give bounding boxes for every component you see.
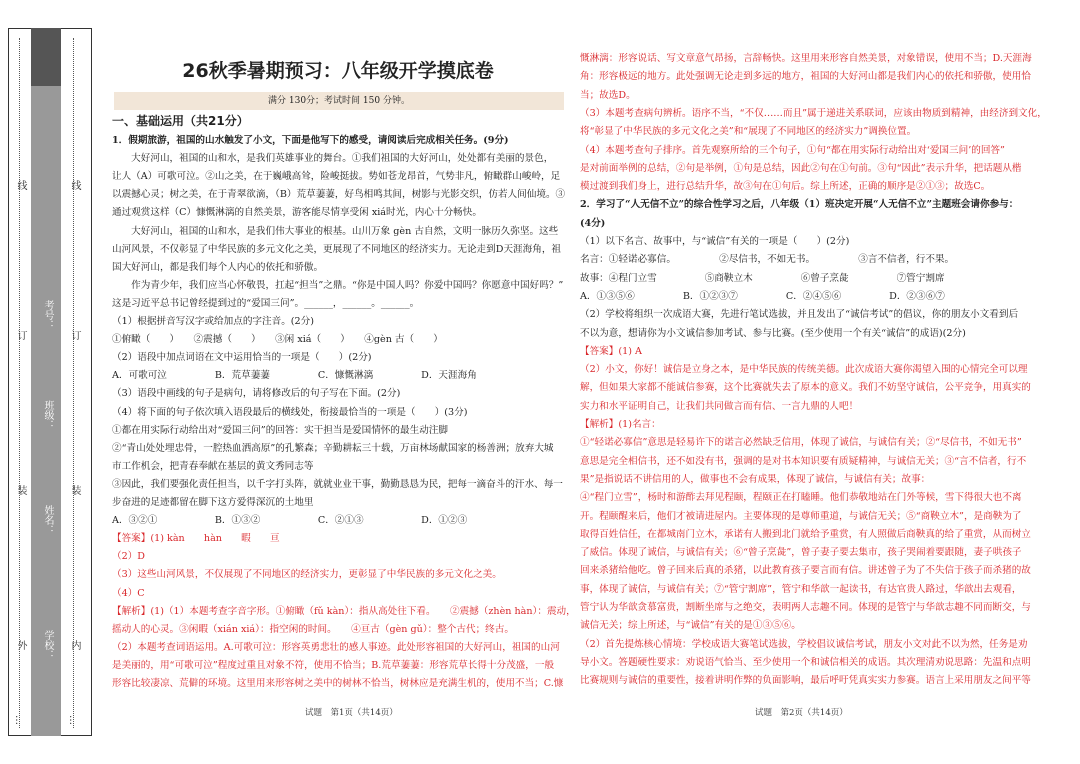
cut-line-inner — [73, 38, 74, 728]
text-line: 摇动人的心灵。③闲暇（xián xiá）：指空闲的时间。 ④亘古（gèn gǔ）：整个古代；终古。 — [112, 623, 514, 635]
mark-inner-ding: 订 — [69, 330, 80, 340]
mark-inner-nei: 内 — [69, 640, 80, 650]
text-line: （3）语段中画线的句子是病句，请将修改后的句子写在下面。(2分) — [112, 388, 401, 400]
text-line: ③因此，我们要强化责任担当，以千字打头阵，就就业业干事，勤勤恳恳为民，把每一滴奋斗的汗水、每一 — [112, 478, 563, 490]
text-line: 【答案】(1) kàn hàn 暇 亘 — [112, 533, 280, 545]
text-line: 将“彰显了中华民族的多元文化之美”和“展现了不同地区的经济实力”调换位置。 — [580, 126, 917, 138]
text-line: 不以为意，想请你为小文诚信参加考试、参与比赛。(至少使用一个有关“诚信”的成语)(2分) — [580, 327, 966, 339]
text-line: 山河风景，不仅彰显了中华民族的多元文化之美，更展现了不同地区的经济实力。无论走到D天涯海角，祖 — [112, 243, 562, 255]
text-line: 实力和水平证明自己，让我们共同做言而有信、一言九鼎的人吧！ — [580, 400, 859, 412]
text-line: 解，但如果大家都不能诚信参赛，这个比赛就失去了原本的意义。我们不妨坚守诚信，公平竞争，用真实的 — [580, 382, 1031, 394]
text-line: 形容比较凄凉、荒僻的环境。这里用来形容树之美中的树林不恰当，树林应是充满生机的，使用不当；C.慷 — [112, 678, 564, 689]
text-line: 模过渡到我们身上，进行总结升华，故③句在①句后。综上所述，正确的顺序是②①③；故选C。 — [580, 181, 991, 193]
label-class: 班级： — [42, 400, 53, 430]
text-line: （2）本题考查词语运用。A.可歌可泣：形容英勇悲壮的感人事迹。此处形容祖国的大好河山，祖国的山河 — [112, 641, 560, 653]
section-heading: 一、基础运用（共21分） — [112, 114, 249, 128]
text-line: ①“轻诺必寡信”意思是轻易许下的诺言必然缺乏信用，体现了诚信，与诚信有关；②“尽信书，不如无书” — [580, 437, 1022, 449]
text-line: 角：形容极远的地方。此处强调无论走到多远的地方，祖国的大好河山都是我们内心的依托和骄傲，使用恰 — [580, 71, 1031, 83]
mark-outer-zhuang: 装 — [15, 485, 26, 495]
text-line: 导小文。答题硬性要求：劝说语气恰当、至少使用一个和诚信相关的成语。其次理清劝说思路：先温和点明 — [580, 656, 1031, 668]
text-line: 是美丽的，用“可歌可泣”程度过重且对象不符，使用不恰当；B.荒草萋萋：形容荒草长得十分茂盛，一般 — [112, 659, 555, 671]
page-2-footer: 试题 第2页（共14页） — [755, 708, 848, 718]
text-line: （2）首先提炼核心情境：学校成语大赛笔试选拔，学校倡议诚信考试，朋友小文对此不以为然，任务是劝 — [580, 638, 1028, 650]
text-line: 当；故选D。 — [580, 89, 636, 101]
text-line: 管宁认为华歆贪慕富贵，割断坐席与之绝交，表明两人志趣不同。体现的是管宁与华歆志趣不同而断交，与 — [580, 602, 1031, 613]
binding-margin — [0, 0, 100, 764]
text-line: （1）以下名言、故事中，与“诚信”有关的一项是（ ）(2分) — [580, 236, 850, 247]
text-line: 大好河山，祖国的山和水，是我们伟大事业的根基。山川万象 gèn 古自然，文明一脉历久弥坚。这些 — [112, 225, 559, 237]
text-line: 名言：①轻诺必寡信。 ②尽信书，不如无书。 ③言不信者，行不果。 — [580, 254, 955, 266]
label-exam-number: 考号： — [42, 300, 53, 330]
text-line: 诚信无关；综上所述，与“诚信”有关的是①③⑤⑥。 — [580, 620, 801, 632]
mark-outer-ding: 订 — [15, 330, 26, 340]
text-line: （4）C — [112, 587, 145, 599]
text-line: 果”是指说话不讲信用的人，做事也不会有成果，体现了诚信，与诚信有关；故事： — [580, 473, 931, 485]
text-line: （2）小文，你好！诚信是立身之本，是中华民族的传统美德。此次成语大赛你渴望入围的心情完全可以理 — [580, 364, 1028, 376]
text-line: 通过观赏这样（C）慷慨淋漓的自然美景，游客能尽情享受闲 xiá时光，内心十分畅快。 — [112, 207, 482, 219]
cut-line-outer — [19, 38, 20, 728]
text-line: A．③②① B．①③② C．②①③ D．①②③ — [112, 515, 468, 527]
text-line: 事，体现了诚信，与诚信有关；⑦“管宁割席”，管宁和华歆一起读书，有达官贵人路过，华歆出去观看， — [580, 583, 1022, 595]
text-line: A．可歌可泣 B．荒草萋萋 C．慷慨淋漓 D．天涯海角 — [112, 370, 477, 382]
text-line: ④“程门立雪”，杨时和游酢去拜见程颐，程颐正在打瞌睡。他们恭敬地站在门外等候，雪下得很大也不离 — [580, 492, 1022, 504]
page-title: 26秋季暑期预习：八年级开学摸底卷 — [182, 60, 494, 82]
text-line: 大好河山，祖国的山和水，是我们英雄事业的舞台。①我们祖国的大好河山，处处都有美丽的景色， — [112, 153, 554, 165]
text-line: 开。程颐醒来后，他们才被请进屋内。主要体现的是尊师重道，与诚信无关；⑤“商鞅立木”，是商鞅为了 — [580, 510, 1022, 522]
exam-meta: 满分 130分；考试时间 150 分钟。 — [114, 92, 564, 110]
mark-inner-zhuang: 装 — [69, 485, 80, 495]
text-line: （2）语段中加点词语在文中运用恰当的一项是（ ）(2分) — [112, 352, 372, 364]
text-line: 取得百姓信任，在都城南门立木，承诺有人搬到北门就给予重赏，有人照做后商鞅真的给了重赏，从而树立 — [580, 528, 1031, 540]
mark-inner-xian: 线 — [69, 180, 80, 190]
text-line: 国大好河山，都是我们每个人内心的依托和骄傲。 — [112, 261, 324, 273]
text-line: （3）这些山河风景，不仅展现了不同地区的经济实力，更彰显了中华民族的多元文化之美。 — [112, 569, 502, 581]
text-line: (4分) — [580, 217, 606, 229]
text-line: 作为青少年，我们应当心怀敬畏，扛起“担当”之鼎。“你是中国人吗？你爱中国吗？你愿意中国好吗？” — [112, 279, 564, 291]
text-line: 【解析】(1)（1）本题考查字音字形。①俯瞰（fǔ kàn）：指从高处往下看。 ②震撼（zhèn hàn）：震动， — [112, 605, 576, 617]
text-line: 让人（A）可歌可泣。②山之美，在于巍峨高耸，险峻挺拔。势如苍龙昂首，气势非凡，俯瞰群山峻岭，足 — [112, 171, 561, 183]
text-line: （3）本题考查病句辨析。语序不当，“不仅……而且”属于递进关系联词，应该由物质到精神，由经济到文化， — [580, 107, 1047, 119]
text-line: （2）学校将组织一次成语大赛，先进行笔试选拔，并且发出了“诚信考试”的倡议，你的朋友小文看到后 — [580, 309, 1019, 321]
text-line: 【解析】(1)名言： — [580, 419, 661, 430]
text-line: 是对前面举例的总结，②句是举例，①句是总结，因此②句在①句前。③句“因此”表示升华，把话题从楷 — [580, 162, 1022, 174]
text-line: A．①③⑤⑥ B．①②③⑦ C．②④⑤⑥ D．②③⑥⑦ — [580, 290, 945, 302]
text-line: 这是习近平总书记曾经提到过的“爱国三问”。______，______。______。 — [112, 297, 420, 309]
text-line: （2）D — [112, 551, 145, 563]
text-line: ①俯瞰（ ） ②震撼（ ） ③闲 xiá（ ） ④gèn 古（ ） — [112, 334, 443, 346]
text-line: （4）本题考查句子排序。首先观察所给的三个句子，①句“都在用实际行动给出对‘爱国三问’的回答” — [580, 144, 1005, 156]
text-line: 比赛规则与诚信的重要性，接着讲明作弊的负面影响，最后呼吁凭真实实力参赛。语言上采用朋友之间平等 — [580, 675, 1031, 687]
text-line: （4）将下面的句子依次填入语段最后的横线处，衔接最恰当的一项是（ ）(3分) — [112, 406, 468, 418]
text-line: 【答案】(1) A — [580, 345, 642, 357]
mark-outer-xian: 线 — [15, 180, 26, 190]
text-line: 慨淋漓：形容说话、写文章意气昂扬，言辞畅快。这里用来形容自然美景，对象错误，使用不当；D.天涯海 — [580, 53, 1032, 64]
text-line: 1．假期旅游，祖国的山水触发了小文，下面是他写下的感受，请阅读后完成相关任务。(9分) — [112, 135, 509, 146]
text-line: 步奋进的足迹都留在脚下这方爱得深沉的土地里 — [112, 497, 314, 508]
text-line: 了威信。体现了诚信，与诚信有关；⑥“曾子烹彘”，曾子妻子要去集市，孩子哭闹着要跟随，妻子哄孩子 — [580, 547, 1022, 559]
label-school: 学校： — [42, 630, 53, 660]
text-line: （1）根据拼音写汉字或给加点的字注音。(2分) — [112, 316, 314, 327]
text-line: 2．学习了“人无信不立”的综合性学习之后，八年级（1）班决定开展“人无信不立”主题班会请你参与： — [580, 199, 1019, 211]
dots-inner: … — [67, 715, 78, 725]
text-line: ②“青山处处埋忠骨，一腔热血洒高原”的孔繁森；辛勤耕耘三十载，万亩林场献国家的杨善洲；放弃大城 — [112, 442, 554, 454]
text-line: 回来杀猪给他吃。曾子回来后真的杀猪，以此教育孩子要言而有信。讲述曾子为了不失信于孩子而杀猪的故 — [580, 565, 1031, 577]
dots-outer: … — [13, 715, 24, 725]
mark-outer-wai: 外 — [15, 640, 26, 650]
page-1-footer: 试题 第1页（共14页） — [305, 708, 398, 718]
text-line: ①都在用实际行动给出对“爱国三问”的回答：实干担当是爱国情怀的最生动注脚 — [112, 424, 448, 436]
text-line: 故事：④程门立雪 ⑤商鞅立木 ⑥曾子烹彘 ⑦管宁割席 — [580, 272, 945, 284]
text-line: 以震撼心灵；树之美，在于青翠欲滴，（B）荒草萋萋，好鸟相鸣其间，树影与光影交织，仿若人间仙境。③ — [112, 189, 566, 201]
label-name: 姓名： — [42, 505, 53, 535]
text-line: 意思是完全相信书，还不如没有书，强调的是对书本知识要有质疑精神，与诚信无关；③“言不信者，行不 — [580, 455, 1027, 467]
text-line: 市工作机会，把青春奉献在基层的黄文秀同志等 — [112, 460, 314, 472]
